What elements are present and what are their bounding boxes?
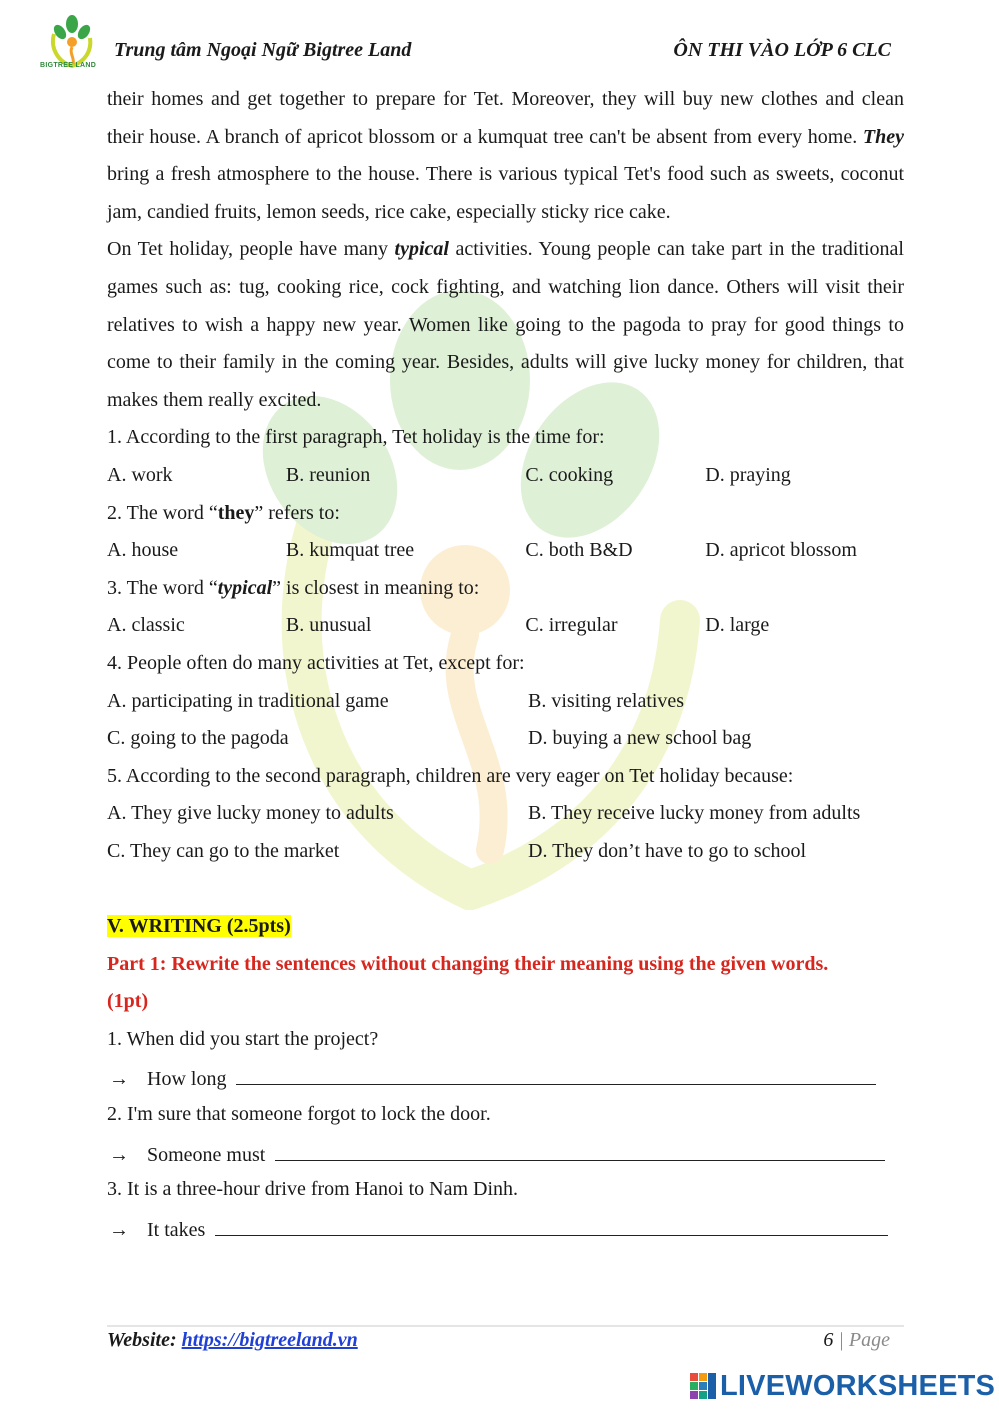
question-text: 5. According to the second paragraph, children are very eager on Tet holiday because:: [107, 764, 794, 787]
question-text: 3. The word “typical” is closest in meaning to:: [107, 576, 480, 599]
option-d[interactable]: D. apricot blossom: [705, 539, 857, 562]
answer-line[interactable]: [236, 1058, 876, 1085]
answer-line[interactable]: [275, 1134, 885, 1161]
writing-heading: V. WRITING (2.5pts): [107, 915, 291, 938]
option-a[interactable]: A. work: [107, 463, 173, 486]
option-d[interactable]: D. buying a new school bag: [528, 727, 752, 750]
exam-title: ÔN THI VÀO LỚP 6 CLC: [673, 39, 891, 61]
option-b[interactable]: B. unusual: [285, 614, 372, 637]
prompt-text: It takes: [147, 1218, 206, 1241]
option-c[interactable]: C. going to the pagoda: [107, 727, 289, 750]
question-5: [107, 758, 904, 871]
footer-divider: [107, 1325, 904, 1327]
arrow-icon: →: [109, 1218, 129, 1241]
footer-website: Website: https://bigtreeland.vn: [107, 1329, 358, 1351]
arrow-icon: →: [109, 1143, 129, 1166]
liveworksheets-brand: [690, 1371, 995, 1401]
options-row: [107, 795, 904, 833]
website-link[interactable]: https://bigtreeland.vn: [181, 1329, 358, 1351]
word-they: They: [862, 125, 904, 148]
options-row: [107, 532, 904, 570]
option-a[interactable]: A. classic: [107, 614, 185, 637]
question-text: 4. People often do many activities at Tet, except for:: [107, 651, 525, 674]
option-c[interactable]: C. irregular: [525, 614, 618, 637]
rewrite-item-3: [107, 1171, 904, 1246]
original-sentence: 1. When did you start the project?: [107, 1027, 379, 1050]
question-1: [107, 419, 904, 494]
page-number: 6 | Page: [823, 1329, 890, 1351]
option-c[interactable]: C. They can go to the market: [107, 839, 340, 862]
options-row: [107, 833, 904, 871]
part1-instruction: Part 1: Rewrite the sentences without changing their meaning using the given words.: [107, 952, 829, 975]
page-header: [0, 0, 999, 90]
option-a[interactable]: A. They give lucky money to adults: [107, 802, 394, 825]
question-2: [107, 495, 904, 570]
answer-line[interactable]: [215, 1209, 888, 1236]
original-sentence: 3. It is a three-hour drive from Hanoi to Nam Dinh.: [107, 1178, 519, 1201]
passage-paragraph-2: On Tet holiday, people have many typical activities. Young people can take part in the traditional games such as: tug, cooking rice, cock fighting, and watching lion dance. Others will visit their relatives to wish a happy new year. Women like going to the pagoda to pray for good things to come to their family in the coming year. Besides, adults will give lucky money for children, that makes them really excited.: [107, 238, 904, 411]
rewrite-item-2: [107, 1096, 904, 1171]
question-3: [107, 570, 904, 645]
option-c[interactable]: C. cooking: [525, 463, 614, 486]
page-content: [107, 81, 904, 1246]
option-a[interactable]: A. house: [107, 539, 179, 562]
options-row: [107, 683, 904, 721]
prompt-text: How long: [147, 1068, 227, 1091]
question-text: 2. The word “they” refers to:: [107, 501, 340, 524]
arrow-icon: →: [109, 1068, 129, 1091]
option-d[interactable]: D. praying: [705, 463, 791, 486]
prompt-text: Someone must: [147, 1143, 266, 1166]
liveworksheets-text: LIVEWORKSHEETS: [720, 1369, 996, 1402]
question-text: 1. According to the first paragraph, Tet holiday is the time for:: [107, 426, 605, 449]
option-c[interactable]: C. both B&D: [525, 539, 633, 562]
option-b[interactable]: B. kumquat tree: [285, 539, 415, 562]
passage-paragraph-1: their homes and get together to prepare for Tet. Moreover, they will buy new clothes and clean their house. A branch of apricot blossom or a kumquat tree can't be absent from every home. They bring a fresh atmosphere to the house. There is various typical Tet's food such as sweets, coconut jam, candied fruits, lemon seeds, rice cake, especially sticky rice cake.: [107, 88, 904, 223]
option-d[interactable]: D. They don’t have to go to school: [528, 839, 807, 862]
part1-points: (1pt): [107, 990, 149, 1013]
option-b[interactable]: B. visiting relatives: [528, 689, 685, 712]
word-typical: typical: [394, 238, 449, 261]
liveworksheets-logo-icon: [690, 1373, 716, 1399]
options-row: [107, 457, 904, 495]
question-4: [107, 645, 904, 758]
option-d[interactable]: D. large: [705, 614, 770, 637]
option-b[interactable]: B. reunion: [285, 463, 371, 486]
option-a[interactable]: A. participating in traditional game: [107, 689, 389, 712]
logo-text: BIGTREE LAND: [40, 62, 97, 69]
options-row: [107, 607, 904, 645]
writing-section: [107, 908, 904, 1246]
rewrite-item-1: [107, 1021, 904, 1096]
original-sentence: 2. I'm sure that someone forgot to lock the door.: [107, 1103, 491, 1126]
options-row: [107, 720, 904, 758]
center-name: Trung tâm Ngoại Ngữ Bigtree Land: [114, 39, 412, 61]
option-b[interactable]: B. They receive lucky money from adults: [528, 802, 861, 825]
